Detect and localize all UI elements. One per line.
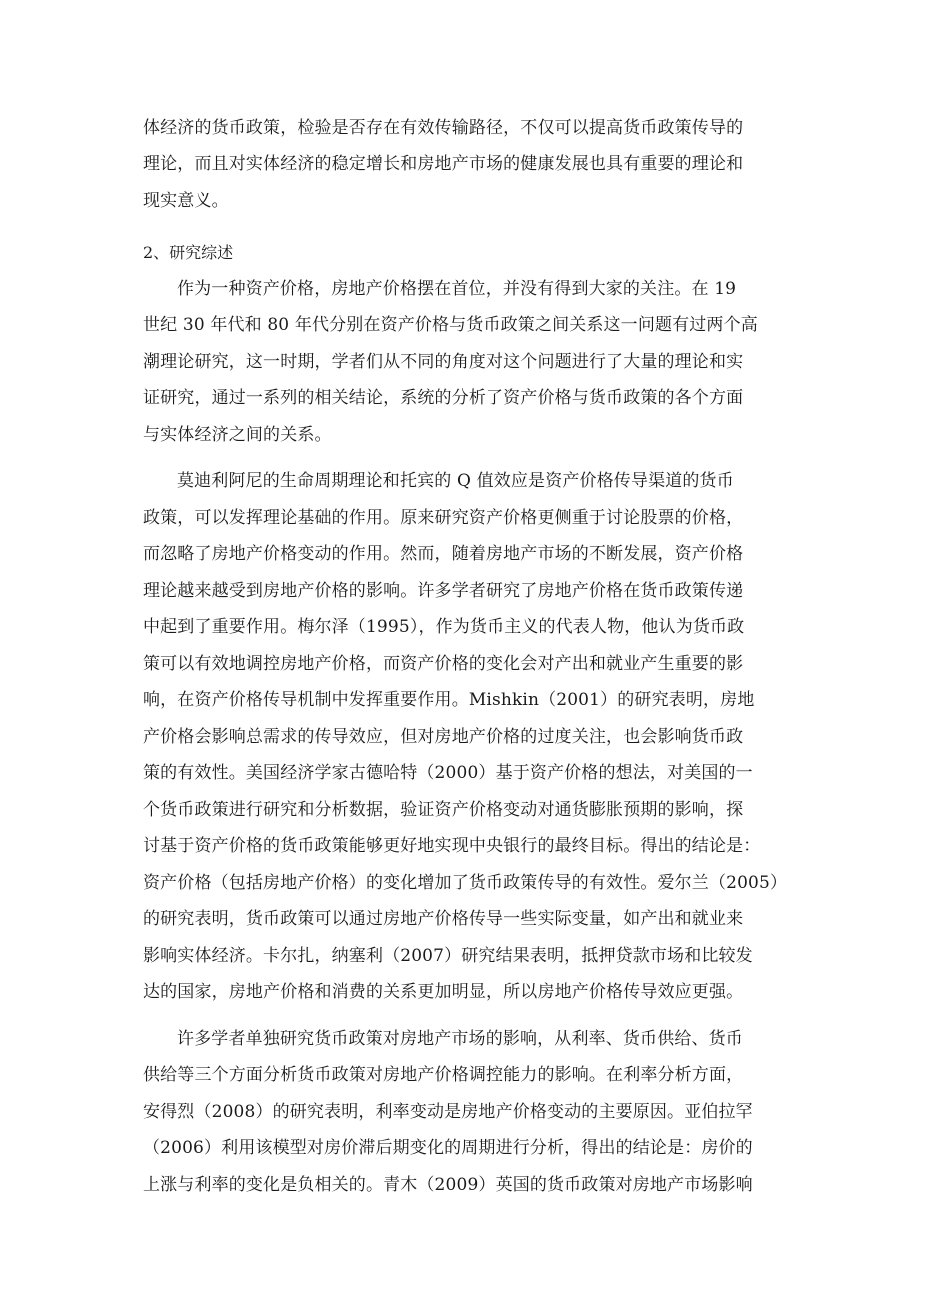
paragraph-line: 政策，可以发挥理论基础的作用。原来研究资产价格更侧重于讨论股票的价格，	[143, 508, 744, 528]
paragraph-line: 资产价格（包括房地产价格）的变化增加了货币政策传导的有效性。爱尔兰（2005）	[143, 873, 788, 893]
paragraph-line: （2006）利用该模型对房价滞后期变化的周期进行分析，得出的结论是：房价的	[143, 1138, 753, 1158]
paragraph-line: 作为一种资产价格，房地产价格摆在首位，并没有得到大家的关注。在 19	[177, 279, 737, 299]
paragraph-line: 达的国家，房地产价格和消费的关系更加明显，所以房地产价格传导效应更强。	[143, 982, 744, 1002]
paragraph-line: 上涨与利率的变化是负相关的。青木（2009）英国的货币政策对房地产市场影响	[143, 1175, 753, 1195]
paragraph-line: 产价格会影响总需求的传导效应，但对房地产价格的过度关注，也会影响货币政	[143, 727, 744, 747]
paragraph-line: 个货币政策进行研究和分析数据，验证资产价格变动对通货膨胀预期的影响，探	[143, 800, 744, 820]
paragraph-line: 世纪 30 年代和 80 年代分别在资产价格与货币政策之间关系这一问题有过两个高	[143, 315, 758, 335]
paragraph-line: 证研究，通过一系列的相关结论，系统的分析了资产价格与货币政策的各个方面	[143, 388, 744, 408]
paragraph-line: 许多学者单独研究货币政策对房地产市场的影响，从利率、货币供给、货币	[177, 1029, 743, 1049]
paragraph-line: 策的有效性。美国经济学家古德哈特（2000）基于资产价格的想法，对美国的一	[143, 763, 753, 783]
paragraph-line: 现实意义。	[143, 191, 229, 211]
paragraph-line: 中起到了重要作用。梅尔泽（1995），作为货币主义的代表人物，他认为货币政	[143, 617, 745, 637]
paragraph-line: 体经济的货币政策，检验是否存在有效传输路径，不仅可以提高货币政策传导的	[143, 118, 744, 138]
paragraph-line: 理论越来越受到房地产价格的影响。许多学者研究了房地产价格在货币政策传递	[143, 581, 744, 601]
section-heading: 2、研究综述	[143, 243, 234, 262]
paragraph-line: 安得烈（2008）的研究表明，利率变动是房地产价格变动的主要原因。亚伯拉罕	[143, 1102, 753, 1122]
paragraph-line: 影响实体经济。卡尔扎，纳塞利（2007）研究结果表明，抵押贷款市场和比较发	[143, 946, 753, 966]
paragraph-line: 而忽略了房地产价格变动的作用。然而，随着房地产市场的不断发展，资产价格	[143, 544, 744, 564]
paragraph-line: 理论，而且对实体经济的稳定增长和房地产市场的健康发展也具有重要的理论和	[143, 154, 744, 174]
paragraph-line: 莫迪利阿尼的生命周期理论和托宾的 Q 值效应是资产价格传导渠道的货币	[177, 471, 734, 491]
paragraph-line: 讨基于资产价格的货币政策能够更好地实现中央银行的最终目标。得出的结论是：	[143, 836, 761, 856]
paragraph-line: 供给等三个方面分析货币政策对房地产价格调控能力的影响。在利率分析方面，	[143, 1065, 744, 1085]
paragraph-line: 的研究表明，货币政策可以通过房地产价格传导一些实际变量，如产出和就业来	[143, 909, 744, 929]
paragraph-line: 潮理论研究，这一时期，学者们从不同的角度对这个问题进行了大量的理论和实	[143, 352, 744, 372]
paragraph-line: 策可以有效地调控房地产价格，而资产价格的变化会对产出和就业产生重要的影	[143, 654, 744, 674]
paragraph-line: 与实体经济之间的关系。	[143, 425, 332, 445]
paragraph-line: 响，在资产价格传导机制中发挥重要作用。Mishkin（2001）的研究表明，房地	[143, 690, 755, 710]
